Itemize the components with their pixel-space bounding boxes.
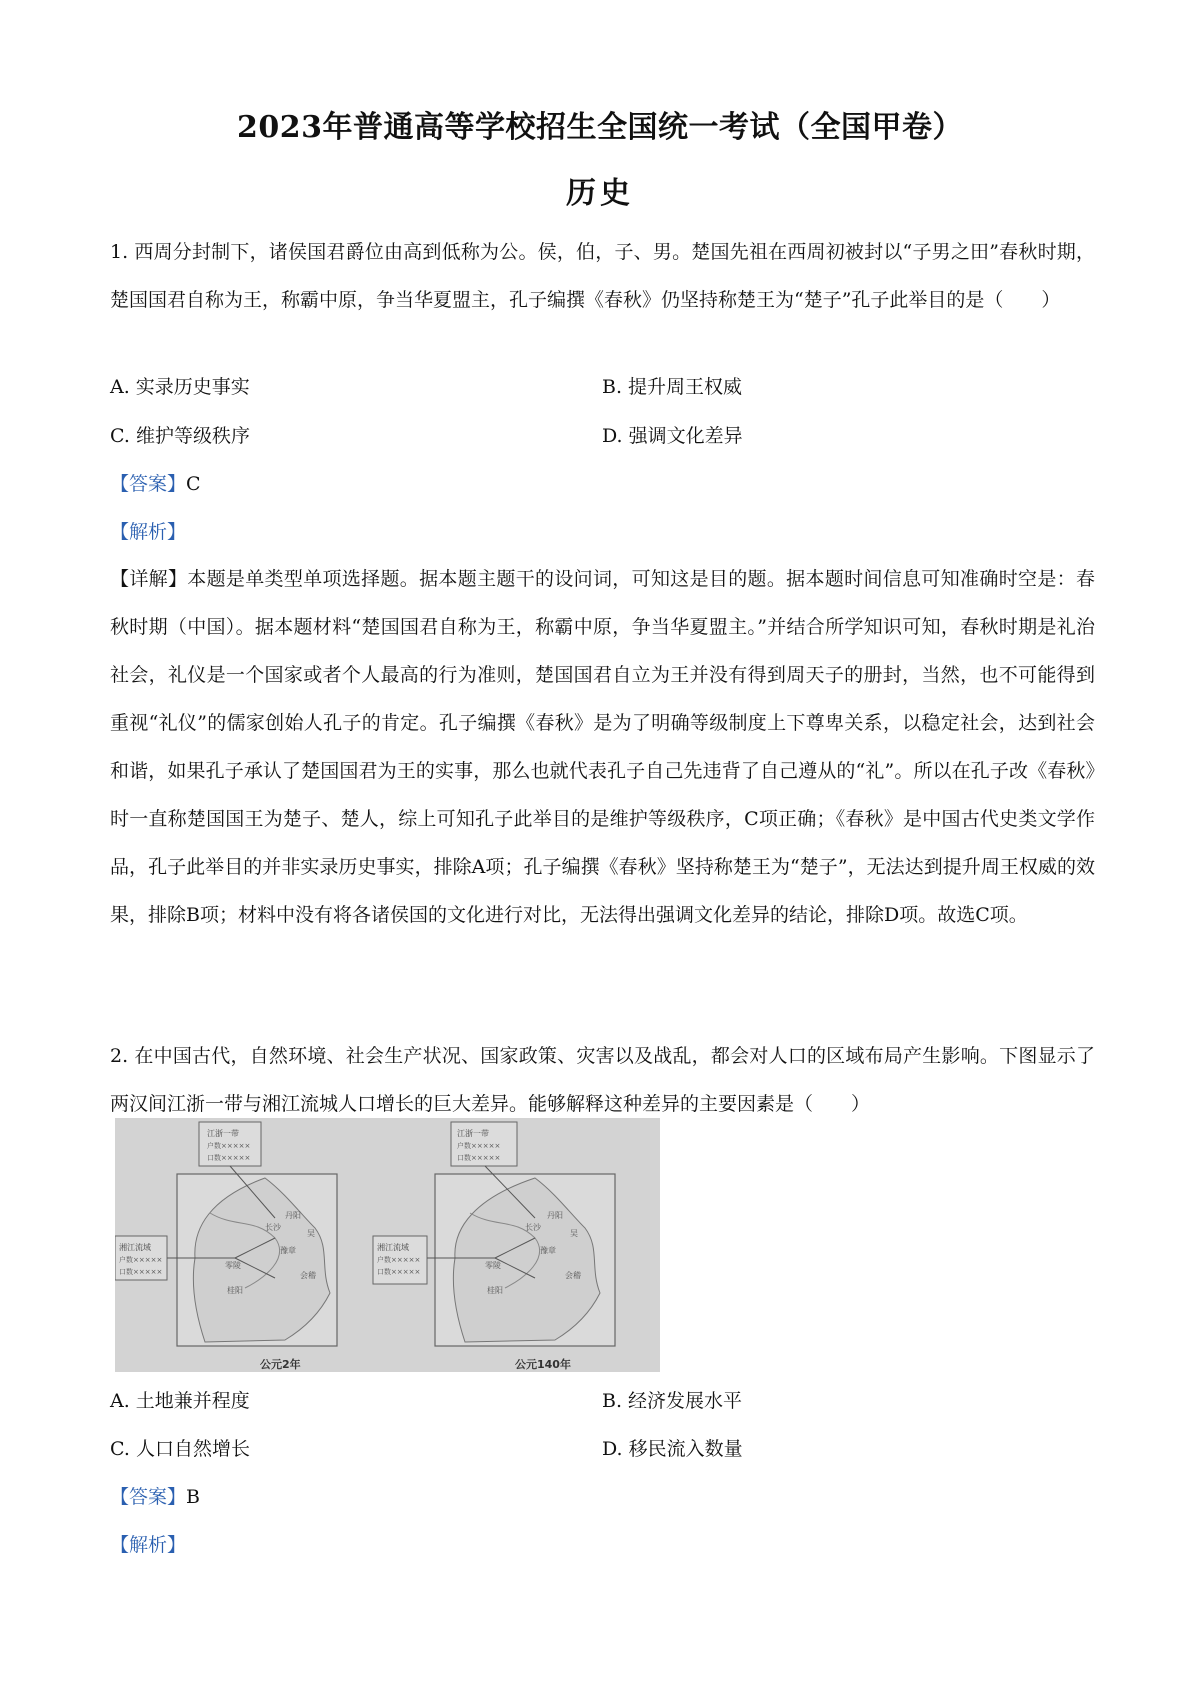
map-left-side-population: 口数××××× [119, 1268, 163, 1276]
subject-title: 历史 [566, 176, 634, 211]
map-right-top-households: 户数××××× [457, 1142, 501, 1150]
map-right-top-population: 口数××××× [457, 1154, 501, 1162]
map-left-place-label: 零陵 [225, 1261, 241, 1270]
map-left-top-label: 江浙一带 [207, 1129, 239, 1138]
q1-answer [110, 469, 201, 496]
answer-value: B [186, 1486, 200, 1508]
map-left-place-label: 桂阳 [227, 1286, 243, 1295]
q1-option-c: C. 维护等级秩序 [110, 425, 250, 447]
answer-tag: 【答案】 [110, 1486, 187, 1508]
answer-tag: 【答案】 [110, 473, 187, 495]
map-right-place-label: 会稽 [565, 1271, 581, 1280]
map-right-side-label: 湘江流域 [377, 1243, 409, 1252]
q2-option-d: D. 移民流入数量 [602, 1438, 743, 1460]
map-left-place-label: 丹阳 [285, 1211, 301, 1220]
map-right-place-label: 零陵 [485, 1261, 501, 1270]
q1-option-d: D. 强调文化差异 [602, 425, 743, 447]
detail-tag: 【详解】 [110, 568, 188, 590]
exam-title: 2023年普通高等学校招生全国统一考试（全国甲卷） [237, 110, 963, 145]
map-left-place-label: 会稽 [300, 1271, 316, 1280]
q1-detail [110, 555, 1095, 939]
analysis-tag: 【解析】 [110, 521, 187, 543]
q2-stem: 2. 在中国古代，自然环境、社会生产状况、国家政策、灾害以及战乱，都会对人口的区域布局产生影响。下图显示了两汉间江浙一带与湘江流城人口增长的巨大差异。能够解释这种差异的主要因素是（ ） [110, 1045, 1095, 1115]
q1-stem: 1. 西周分封制下，诸侯国君爵位由高到低称为公。侯，伯，子、男。楚国先祖在西周初被封以“子男之田”春秋时期，楚国国君自称为王，称霸中原，争当华夏盟主，孔子编撰《春秋》仍坚持称楚王为“楚子”孔子此举目的是（ ） [110, 241, 1095, 311]
map-right-place-label: 长沙 [525, 1223, 541, 1232]
map-left-side-label: 湘江流域 [119, 1243, 151, 1252]
q1-analysis-tag [110, 517, 186, 544]
q2-analysis-tag [110, 1530, 186, 1557]
map-left-place-label: 吴 [307, 1229, 315, 1238]
q2-option-c: C. 人口自然增长 [110, 1438, 250, 1460]
map-left-top-households: 户数××××× [207, 1142, 251, 1150]
q1-option-a: A. 实录历史事实 [110, 376, 250, 398]
q1-option-b: B. 提升周王权威 [602, 376, 743, 398]
q2-answer [110, 1482, 200, 1509]
q2-option-a: A. 土地兼并程度 [110, 1390, 250, 1412]
map-right-side-population: 口数××××× [377, 1268, 421, 1276]
detail-text: 本题是单类型单项选择题。据本题主题干的设问词，可知这是目的题。据本题时间信息可知准确时空是：春秋时期（中国）。据本题材料“楚国国君自称为王，称霸中原，争当华夏盟主。”并结合所学知识可知，春秋时期是礼治社会，礼仪是一个国家或者个人最高的行为准则，楚国国君自立为王并没有得到周天子的册封，当然，也不可能得到重视“礼仪”的儒家创始人孔子的肯定。孔子编撰《春秋》是为了明确等级制度上下尊卑关系，以稳定社会，达到社会和谐，如果孔子承认了楚国国君为王的实事，那么也就代表孔子自己先违背了自己遵从的“礼”。所以在孔子改《春秋》时一直称楚国国王为楚子、楚人，综上可知孔子此举目的是维护等级秩序，C项正确；《春秋》是中国古代史类文学作品，孔子此举目的并非实录历史事实，排除A项；孔子编撰《春秋》坚持称楚王为“楚子”，无法达到提升周王权威的效果，排除B项；材料中没有将各诸侯国的文化进行对比，无法得出强调文化差异的结论，排除D项。故选C项。 [110, 568, 1095, 926]
answer-value: C [186, 473, 201, 495]
map-right-side-households: 户数××××× [377, 1256, 421, 1264]
map-right-place-label: 吴 [570, 1229, 578, 1238]
map-left-place-label: 豫章 [280, 1246, 296, 1255]
q2-option-b: B. 经济发展水平 [602, 1390, 743, 1412]
map-figure [115, 1118, 660, 1372]
map-right-caption: 公元140年 [515, 1358, 571, 1371]
map-left-caption: 公元2年 [260, 1358, 301, 1371]
analysis-tag: 【解析】 [110, 1534, 187, 1556]
map-right-top-label: 江浙一带 [457, 1129, 489, 1138]
map-right-place-label: 豫章 [540, 1246, 556, 1255]
map-left-top-population: 口数××××× [207, 1154, 251, 1162]
map-left-side-households: 户数××××× [119, 1256, 163, 1264]
map-left-place-label: 长沙 [265, 1223, 281, 1232]
map-right-place-label: 桂阳 [487, 1286, 503, 1295]
map-right-place-label: 丹阳 [547, 1211, 563, 1220]
